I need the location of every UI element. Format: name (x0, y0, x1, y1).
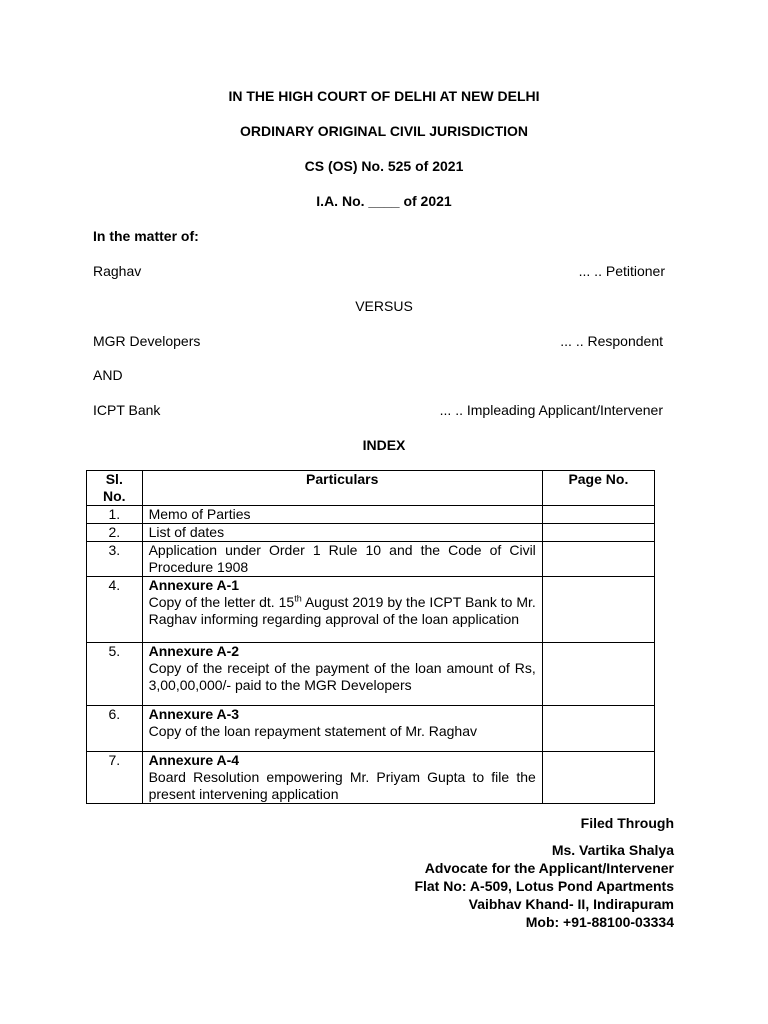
row-sl: 6. (87, 706, 143, 752)
row-particulars: Application under Order 1 Rule 10 and the Code of Civil Procedure 1908 (142, 542, 542, 577)
annexure-label: Annexure A-4 (148, 752, 240, 768)
particulars-text-start: Copy of the letter dt. 15 (148, 594, 295, 610)
court-title: IN THE HIGH COURT OF DELHI AT NEW DELHI (228, 88, 540, 104)
row-particulars (142, 577, 542, 643)
row-sl: 2. (87, 524, 143, 542)
table-row (87, 542, 655, 577)
row-page (542, 506, 654, 524)
row-sl: 3. (87, 542, 143, 577)
row-sl: 4. (87, 577, 143, 643)
and-label: AND (93, 367, 123, 383)
advocate-role: Advocate for the Applicant/Intervener (424, 860, 674, 876)
row-page (542, 524, 654, 542)
row-particulars (142, 752, 542, 804)
row-sl: 1. (87, 506, 143, 524)
matter-intro: In the matter of: (93, 228, 199, 244)
respondent-role: ... .. Respondent (560, 333, 663, 349)
ordinal-suffix: th (294, 593, 302, 604)
particulars-text: Copy of the loan repayment statement of Mr. Raghav (148, 723, 477, 739)
index-table (86, 470, 655, 804)
row-sl: 7. (87, 752, 143, 804)
petitioner-role: ... .. Petitioner (578, 263, 665, 279)
table-row (87, 506, 655, 524)
col-particulars: Particulars (142, 471, 542, 506)
petitioner-name: Raghav (93, 263, 142, 279)
row-page (542, 706, 654, 752)
advocate-name: Ms. Vartika Shalya (551, 842, 674, 858)
row-page (542, 752, 654, 804)
row-page (542, 542, 654, 577)
annexure-label: Annexure A-1 (148, 577, 240, 593)
row-sl: 5. (87, 643, 143, 706)
row-page (542, 643, 654, 706)
address-line-2: Vaibhav Khand- II, Indirapuram (468, 896, 674, 912)
row-particulars (142, 706, 542, 752)
address-line-1: Flat No: A-509, Lotus Pond Apartments (414, 878, 674, 894)
particulars-text: Board Resolution empowering Mr. Priyam Gupta to file the present intervening application (148, 769, 536, 802)
intervener-role: ... .. Impleading Applicant/Intervener (439, 402, 663, 418)
table-row (87, 524, 655, 542)
row-page (542, 577, 654, 643)
case-number: CS (OS) No. 525 of 2021 (304, 158, 464, 174)
row-particulars: Memo of Parties (142, 506, 542, 524)
col-page-no: Page No. (542, 471, 654, 506)
index-title: INDEX (362, 437, 406, 453)
annexure-label: Annexure A-3 (148, 706, 240, 722)
table-row (87, 577, 655, 643)
versus-label: VERSUS (355, 298, 413, 314)
respondent-name: MGR Developers (93, 333, 201, 349)
filed-through: Filed Through (580, 815, 674, 831)
ia-number: I.A. No. ____ of 2021 (316, 193, 452, 209)
table-row (87, 643, 655, 706)
row-particulars: List of dates (142, 524, 542, 542)
table-header-row (87, 471, 655, 506)
intervener-name: ICPT Bank (93, 402, 161, 418)
mobile-number: Mob: +91-88100-03334 (525, 914, 674, 930)
col-sl-no: Sl. No. (87, 471, 143, 506)
row-particulars (142, 643, 542, 706)
jurisdiction-title: ORDINARY ORIGINAL CIVIL JURISDICTION (239, 123, 529, 139)
table-row (87, 752, 655, 804)
particulars-text: August 2019 by the ICPT Bank to Mr. Raghav informing regarding approval of the loan application (148, 594, 536, 627)
table-row (87, 706, 655, 752)
annexure-label: Annexure A-2 (148, 643, 240, 659)
particulars-text: Copy of the receipt of the payment of the loan amount of Rs, 3,00,00,000/- paid to the MGR Developers (148, 660, 536, 693)
